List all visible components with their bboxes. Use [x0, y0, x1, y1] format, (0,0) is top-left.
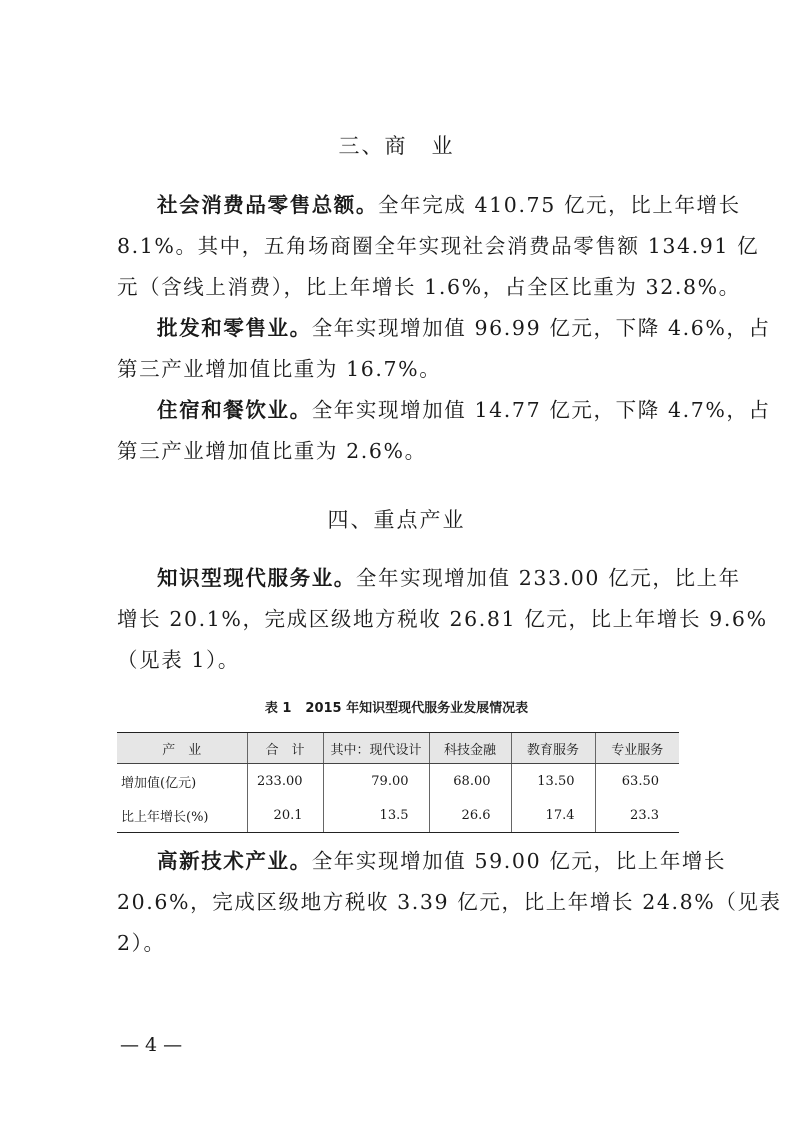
paragraph-knowledge-services-line: 增长 20.1%，完成区级地方税收 26.81 亿元，比上年增长 9.6%	[117, 607, 768, 631]
section-heading-key-industries: 四、重点产业	[327, 508, 466, 532]
paragraph-retail-sales-line: 8.1%。其中，五角场商圈全年实现社会消费品零售额 134.91 亿	[117, 234, 760, 258]
heading-part: 三、商	[338, 134, 408, 158]
table-cell: 增加值(亿元)	[121, 775, 197, 791]
table-number: 表 1	[264, 701, 292, 716]
paragraph-high-tech-line: 2）。	[117, 931, 166, 955]
table-cell: 233.00	[247, 764, 323, 799]
paragraph-text: 全年完成 410.75 亿元，比上年增长	[378, 193, 741, 217]
table-cell: 13.5	[323, 798, 429, 833]
paragraph-high-tech-line: 20.6%，完成区级地方税收 3.39 亿元，比上年增长 24.8%（见表	[117, 890, 782, 914]
table-header-cell: 专业服务	[595, 733, 679, 764]
services-table	[117, 732, 679, 833]
paragraph-text: 全年实现增加值 233.00 亿元，比上年	[355, 566, 741, 590]
table-cell: 63.50	[595, 764, 679, 799]
paragraph-retail-sales-line	[157, 192, 741, 218]
table-cell: 26.6	[429, 798, 511, 833]
paragraph-retail-sales-line: 元（含线上消费），比上年增长 1.6%，占全区比重为 32.8%。	[117, 275, 741, 299]
paragraph-high-tech-line	[157, 848, 727, 874]
table-caption	[0, 697, 793, 716]
paragraph-lead: 知识型现代服务业。	[157, 566, 356, 590]
table-cell: 20.1	[247, 798, 323, 833]
paragraph-wholesale-line: 第三产业增加值比重为 16.7%。	[117, 357, 442, 381]
table-header-cell: 教育服务	[511, 733, 595, 764]
section-heading-commerce	[0, 130, 793, 160]
table-cell: 23.3	[595, 798, 679, 833]
paragraph-lead: 批发和零售业。	[157, 316, 312, 340]
table-row	[117, 764, 679, 799]
paragraph-text: 全年实现增加值 59.00 亿元，比上年增长	[311, 849, 727, 873]
page-number: — 4 —	[120, 1034, 183, 1056]
paragraph-lead: 住宿和餐饮业。	[157, 398, 312, 422]
paragraph-text: 全年实现增加值 14.77 亿元，下降 4.7%，占	[311, 398, 771, 422]
paragraph-knowledge-services-line: （见表 1）。	[117, 648, 241, 672]
table-cell: 17.4	[511, 798, 595, 833]
paragraph-lead: 社会消费品零售总额。	[157, 193, 378, 217]
paragraph-text: 全年实现增加值 96.99 亿元，下降 4.6%，占	[311, 316, 771, 340]
paragraph-knowledge-services-line	[157, 565, 741, 591]
heading-part: 业	[431, 134, 455, 158]
table-title: 2015 年知识型现代服务业发展情况表	[305, 701, 529, 716]
table-cell: 79.00	[323, 764, 429, 799]
paragraph-hospitality-line: 第三产业增加值比重为 2.6%。	[117, 439, 427, 463]
table-cell: 13.50	[511, 764, 595, 799]
paragraph-lead: 高新技术产业。	[157, 849, 312, 873]
table-cell: 68.00	[429, 764, 511, 799]
table-header-cell: 科技金融	[429, 733, 511, 764]
paragraph-hospitality-line	[157, 397, 771, 423]
table-row	[117, 798, 679, 833]
table-header-cell: 其中：现代设计	[323, 733, 429, 764]
table-cell: 比上年增长(%)	[117, 798, 247, 833]
table-header-cell: 合 计	[247, 733, 323, 764]
table-header-cell: 产 业	[117, 733, 247, 764]
table-header-row	[117, 733, 679, 764]
paragraph-wholesale-line	[157, 315, 771, 341]
